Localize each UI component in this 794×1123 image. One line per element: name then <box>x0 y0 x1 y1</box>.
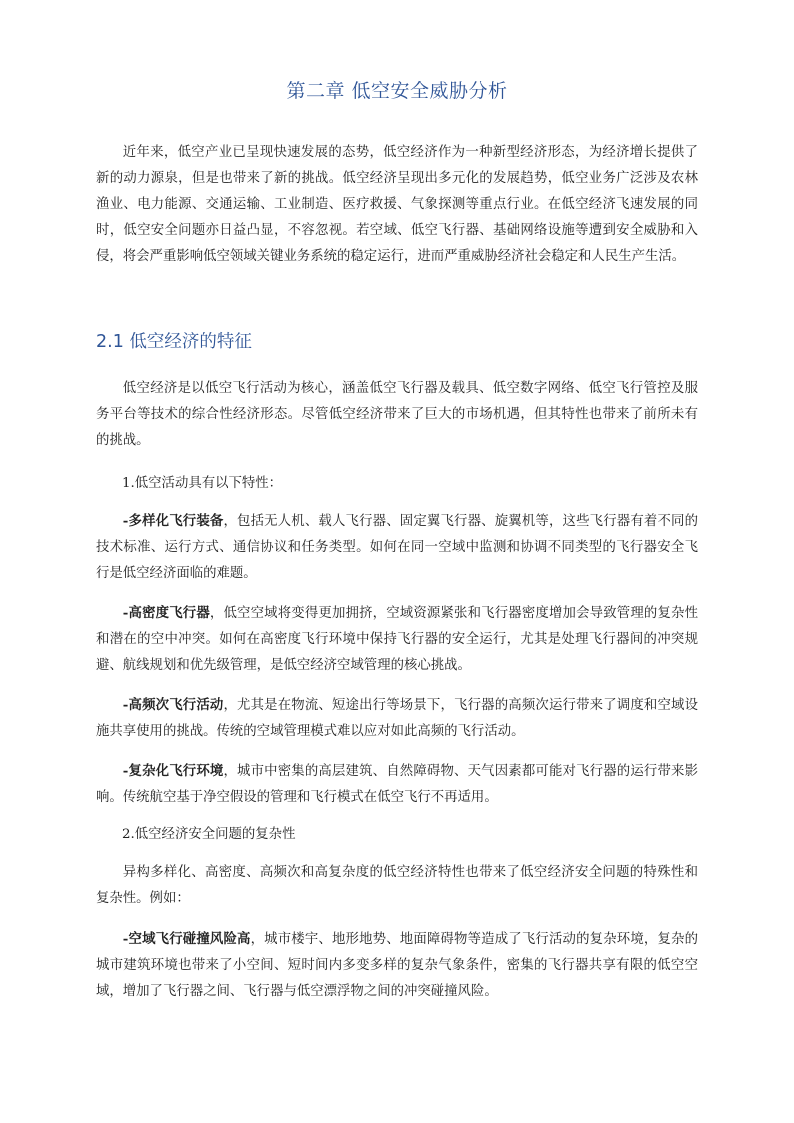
list-item-text: ，低空空域将变得更加拥挤，空域资源紧张和飞行器密度增加会导致管理的复杂性和潜在的空中冲突。如何在高密度飞行环境中保持飞行器的安全运行，尤其是处理飞行器间的冲突规避、航线规划和优先级管理，是低空经济空域管理的核心挑战。 <box>96 606 698 673</box>
chapter-title: 第二章 低空安全威胁分析 <box>286 80 508 102</box>
list-item <box>96 692 698 745</box>
list-item <box>96 758 698 811</box>
section-paragraph: 低空经济是以低空飞行活动为核心，涵盖低空飞行器及载具、低空数字网络、低空飞行管控及服务平台等技术的综合性经济形态。尽管低空经济带来了巨大的市场机遇，但其特性也带来了前所未有的挑战。 <box>96 381 698 448</box>
list-item-term: -高频次飞行活动 <box>122 697 224 713</box>
list-item <box>96 926 698 1005</box>
list-item-text: ，城市楼宇、地形地势、地面障碍物等造成了飞行活动的复杂环境，复杂的城市建筑环境也带来了小空间、短时间内多变多样的复杂气象条件，密集的飞行器共享有限的低空空域，增加了飞行器之间、飞行器与低空漂浮物之间的冲突碰撞风险。 <box>96 932 698 999</box>
section-title: 2.1 低空经济的特征 <box>96 332 252 352</box>
list-item-term: -高密度飞行器 <box>122 605 210 621</box>
list-item <box>96 600 698 679</box>
list-heading-2: 2.低空经济安全问题的复杂性 <box>122 827 296 842</box>
list-item-term: -多样化飞行装备 <box>122 513 224 529</box>
intro-paragraph: 近年来，低空产业已呈现快速发展的态势，低空经济作为一种新型经济形态，为经济增长提供了新的动力源泉，但是也带来了新的挑战。低空经济呈现出多元化的发展趋势，低空业务广泛涉及农林渔业、电力能源、交通运输、工业制造、医疗救援、气象探测等重点行业。在低空经济飞速发展的同时，低空安全问题亦日益凸显，不容忽视。若空域、低空飞行器、基础网络设施等遭到安全威胁和入侵，将会严重影响低空领域关键业务系统的稳定运行，进而严重威胁经济社会稳定和人民生产生活。 <box>96 145 698 264</box>
list-item-text: ，尤其是在物流、短途出行等场景下，飞行器的高频次运行带来了调度和空域设施共享使用的挑战。传统的空域管理模式难以应对如此高频的飞行活动。 <box>96 698 698 739</box>
list-item-text: ，包括无人机、载人飞行器、固定翼飞行器、旋翼机等，这些飞行器有着不同的技术标准、运行方式、通信协议和任务类型。如何在同一空域中监测和协调不同类型的飞行器安全飞行是低空经济面临的难题。 <box>96 514 698 581</box>
list-item <box>96 508 698 587</box>
list-heading-1: 1.低空活动具有以下特性： <box>122 476 283 491</box>
list-item-term: -复杂化飞行环境 <box>122 763 224 779</box>
list-item-term: -空域飞行碰撞风险高 <box>122 931 251 947</box>
list-item-text: ，城市中密集的高层建筑、自然障碍物、天气因素都可能对飞行器的运行带来影响。传统航空基于净空假设的管理和飞行模式在低空飞行不再适用。 <box>96 764 698 805</box>
list-intro-paragraph: 异构多样化、高密度、高频次和高复杂度的低空经济特性也带来了低空经济安全问题的特殊性和复杂性。例如： <box>96 865 698 906</box>
